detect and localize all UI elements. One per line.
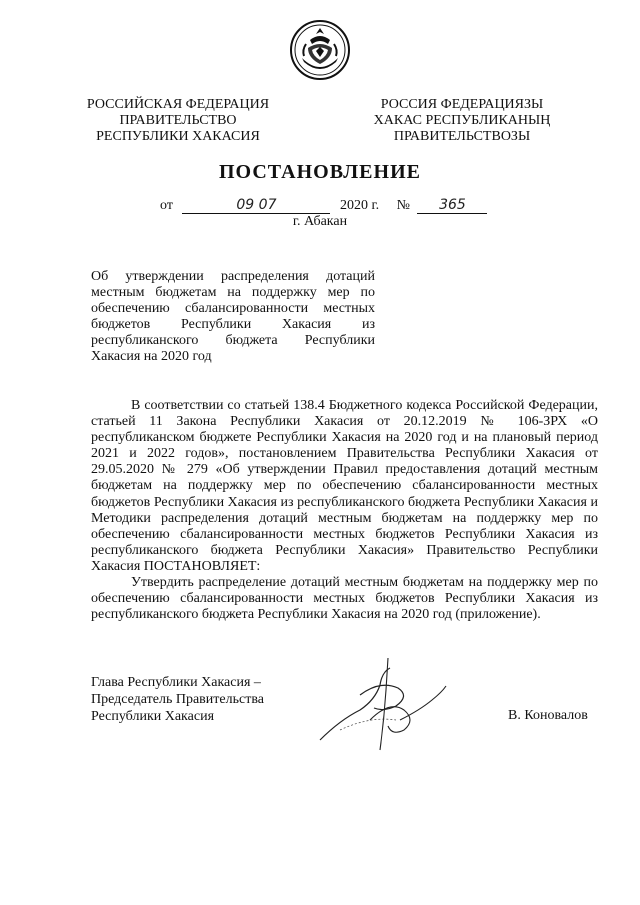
body-paragraph-1: В соответствии со статьей 138.4 Бюджетного кодекса Российской Федерации, статьей 11 Закона Республики Хакасия от 20.12.2019 № 106-ЗРХ «О республиканском бюджете Республики Хакасия на 2020 год и на плановый период 2021 и 2022 годов», постановлением Правительства Республики Хакасия от 29.05.2020 № 279 «Об утверждении Правил предоставления дотаций местным бюджетам на поддержку мер по обеспечению сбалансированности местных бюджетов Республики Хакасия из республиканского бюджета Республики Хакасия и Методики распределения дотаций местным бюджетам на поддержку мер по обеспечению сбалансированности местных бюджетов Республики Хакасия из республиканского бюджета Республики Хакасия» Правительство Республики Хакасия ПОСТАНОВЛЯЕТ: — [91, 398, 598, 574]
header-right-line-3: ПРАВИТЕЛЬСТВОЗЫ — [393, 129, 531, 144]
handwritten-number: 365 — [417, 197, 487, 214]
header-right-line-2: ХАКАС РЕСПУБЛИКАНЫҢ — [373, 113, 551, 128]
signatory-position — [91, 674, 311, 725]
number-sign: № — [396, 198, 410, 213]
document-subject: Об утверждении распределения дотаций местным бюджетам на поддержку мер по обеспечению сбалансированности местных бюджетов Республики Хакасия из республиканского бюджета Республики Хакасия на 2020 год — [91, 269, 375, 364]
date-prefix: от — [160, 198, 173, 213]
signatory-position-line-2: Председатель Правительства — [91, 692, 264, 707]
handwritten-signature-icon — [300, 650, 500, 760]
signatory-position-line-3: Республики Хакасия — [91, 709, 215, 724]
header-left-line-1: РОССИЙСКАЯ ФЕДЕРАЦИЯ — [86, 97, 270, 112]
header-right-block — [362, 97, 562, 145]
year-label: 2020 г. — [339, 198, 380, 213]
signatory-position-line-1: Глава Республики Хакасия – — [91, 675, 261, 690]
header-left-line-3: РЕСПУБЛИКИ ХАКАСИЯ — [96, 129, 260, 144]
date-number-line — [160, 197, 490, 214]
body-paragraph-2: Утвердить распределение дотаций местным бюджетам на поддержку мер по обеспечению сбалансированности местных бюджетов Республики Хакасия из республиканского бюджета Республики Хакасия на 2020 год (приложение). — [91, 575, 598, 623]
document-title: ПОСТАНОВЛЕНИЕ — [219, 161, 421, 183]
city-label: г. Абакан — [292, 214, 348, 229]
handwritten-date: 09 07 — [182, 197, 330, 214]
coat-of-arms-emblem-icon — [288, 18, 352, 82]
header-left-line-2: ПРАВИТЕЛЬСТВО — [119, 113, 237, 128]
signatory-name: В. Коновалов — [508, 708, 588, 723]
header-right-line-1: РОССИЯ ФЕДЕРАЦИЯЗЫ — [380, 97, 544, 112]
header-left-block — [78, 97, 278, 145]
document-body — [91, 398, 598, 623]
